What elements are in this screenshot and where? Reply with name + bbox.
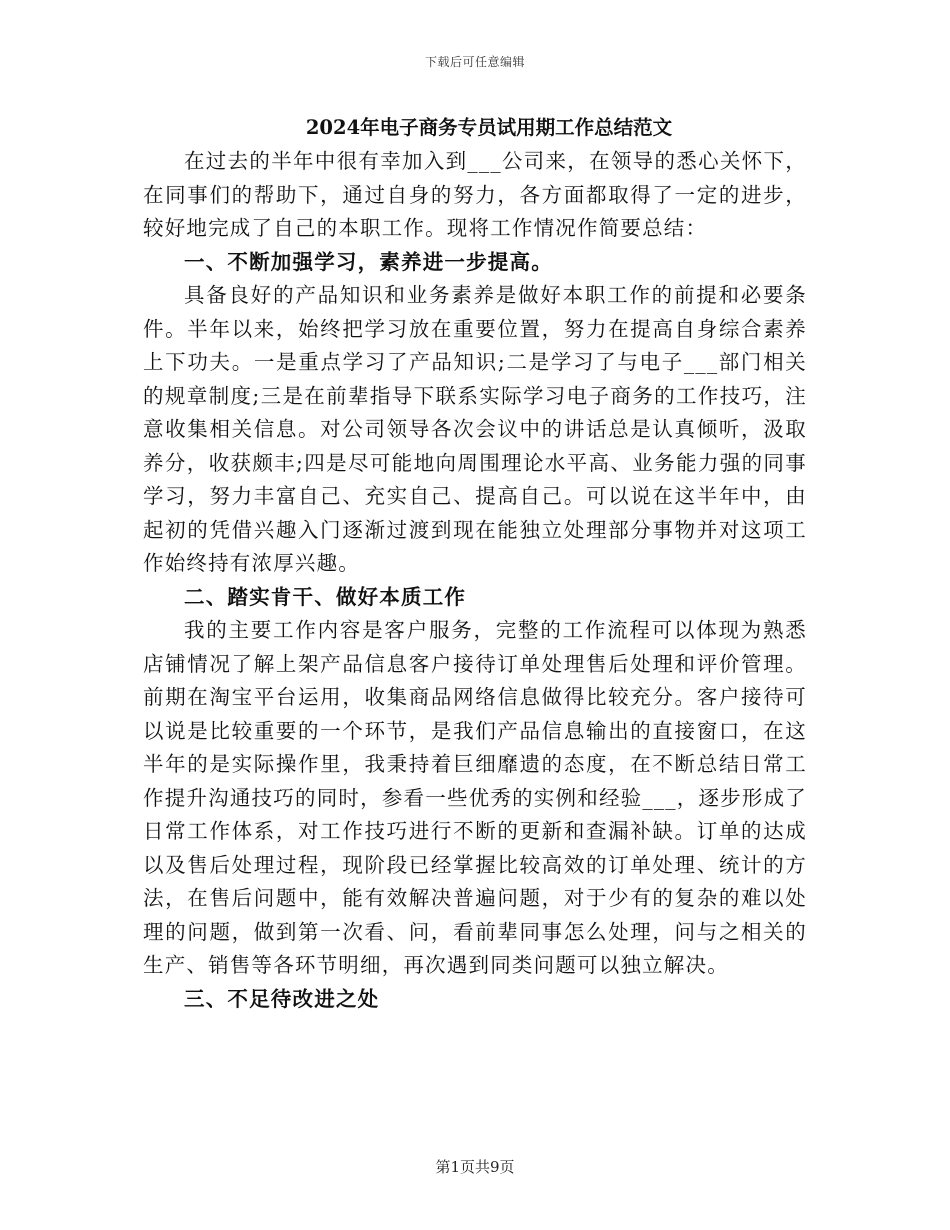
- page-number-footer: 第1页共9页: [435, 1158, 515, 1176]
- intro-paragraph: 在过去的半年中很有幸加入到___公司来，在领导的悉心关怀下，在同事们的帮助下，通过自身的努力，各方面都取得了一定的进步，较好地完成了自己的本职工作。现将工作情况作简要总结：: [143, 149, 807, 240]
- section-2: [143, 581, 807, 983]
- section-paragraph: 具备良好的产品知识和业务素养是做好本职工作的前提和必要条件。半年以来，始终把学习放在重要位置，努力在提高自身综合素养上下功夫。一是重点学习了产品知识;二是学习了与电子___部门相关的规章制度;三是在前辈指导下联系实际学习电子商务的工作技巧，注意收集相关信息。对公司领导各次会议中的讲话总是认真倾听，汲取养分，收获颇丰;四是尽可能地向周围理论水平高、业务能力强的同事学习，努力丰富自己、充实自己、提高自己。可以说在这半年中，由起初的凭借兴趣入门逐渐过渡到现在能独立处理部分事物并对这项工作始终持有浓厚兴趣。: [143, 283, 807, 575]
- section-heading: 三、不足待改进之处: [184, 986, 380, 1011]
- section-3: [143, 983, 807, 1017]
- section-1: [143, 246, 807, 581]
- section-heading: 二、踏实肯干、做好本质工作: [184, 584, 467, 609]
- document-body: [143, 112, 807, 1016]
- section-heading: 一、不断加强学习，素养进一步提高。: [184, 249, 553, 274]
- section-paragraph: 我的主要工作内容是客户服务，完整的工作流程可以体现为熟悉店铺情况了解上架产品信息客户接待订单处理售后处理和评价管理。前期在淘宝平台运用，收集商品网络信息做得比较充分。客户接待可以说是比较重要的一个环节，是我们产品信息输出的直接窗口，在这半年的是实际操作里，我秉持着巨细靡遗的态度，在不断总结日常工作提升沟通技巧的同时，参看一些优秀的实例和经验___，逐步形成了日常工作体系，对工作技巧进行不断的更新和查漏补缺。订单的达成以及售后处理过程，现阶段已经掌握比较高效的订单处理、统计的方法，在售后问题中，能有效解决普遍问题，对于少有的复杂的难以处理的问题，做到第一次看、问，看前辈同事怎么处理，问与之相关的生产、销售等各环节明细，再次遇到同类问题可以独立解决。: [143, 618, 807, 977]
- header-note: 下载后可任意编辑: [424, 55, 525, 69]
- document-title: 2024年电子商务专员试用期工作总结范文: [305, 116, 673, 139]
